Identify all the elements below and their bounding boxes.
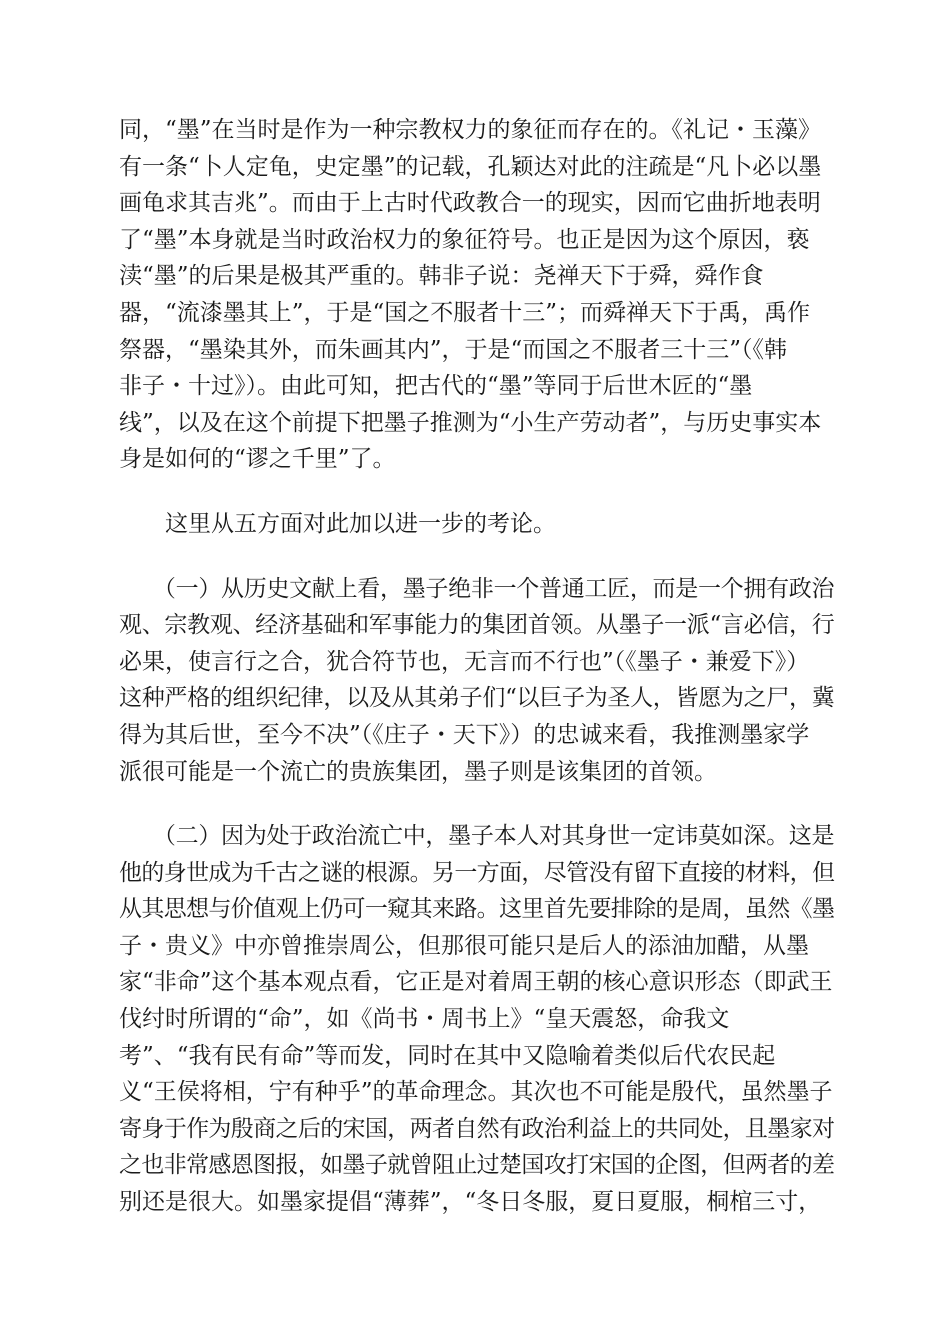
text-line: 身是如何的“谬之千里”了。 bbox=[119, 446, 396, 473]
paragraph-gap bbox=[119, 543, 835, 571]
paragraph bbox=[119, 571, 835, 791]
text-line: 派很可能是一个流亡的贵族集团，墨子则是该集团的首领。 bbox=[119, 758, 717, 785]
text-line: 这种严格的组织纪律，以及从其弟子们“以巨子为圣人，皆愿为之尸，冀 bbox=[119, 685, 835, 712]
text-line: 之也非常感恩图报，如墨子就曾阻止过楚国攻打宋国的企图，但两者的差 bbox=[119, 1152, 835, 1179]
text-line: 从其思想与价值观上仍可一窥其来路。这里首先要排除的是周，虽然《墨 bbox=[119, 896, 835, 923]
text-line: 别还是很大。如墨家提倡“薄葬”，“冬日冬服，夏日夏服，桐棺三寸， bbox=[119, 1189, 822, 1216]
paragraph bbox=[119, 506, 835, 543]
paragraph-gap bbox=[119, 790, 835, 818]
text-line: 同，“墨”在当时是作为一种宗教权力的象征而存在的。《礼记・玉藻》 bbox=[119, 117, 822, 143]
text-line: 非子・十过》）。由此可知，把古代的“墨”等同于后世木匠的“墨 bbox=[119, 373, 753, 400]
text-line: 义“王侯将相，宁有种乎”的革命理念。其次也不可能是殷代，虽然墨子 bbox=[119, 1079, 833, 1106]
text-line: 伐纣时所谓的“命”，如《尚书・周书上》“皇天震怒，命我文 bbox=[119, 1006, 730, 1033]
text-line: 子・贵义》中亦曾推崇周公，但那很可能只是后人的添油加醋，从墨 bbox=[119, 932, 809, 959]
text-line: 器，“流漆墨其上”，于是“国之不服者十三”；而舜禅天下于禹，禹作 bbox=[119, 299, 811, 326]
paragraph bbox=[119, 112, 835, 478]
text-line: （二）因为处于政治流亡中，墨子本人对其身世一定讳莫如深。这是 bbox=[119, 823, 835, 850]
text-line: 观、宗教观、经济基础和军事能力的集团首领。从墨子一派“言必信，行 bbox=[119, 612, 835, 639]
text-line: 家“非命”这个基本观点看，它正是对着周王朝的核心意识形态（即武王 bbox=[119, 969, 833, 996]
text-line: 考”、“我有民有命”等而发，同时在其中又隐喻着类似后代农民起 bbox=[119, 1042, 776, 1069]
text-line: 线”，以及在这个前提下把墨子推测为“小生产劳动者”，与历史事实本 bbox=[119, 409, 822, 436]
text-line: 了“墨”本身就是当时政治权力的象征符号。也正是因为这个原因，亵 bbox=[119, 226, 810, 253]
text-line: 他的身世成为千古之谜的根源。另一方面，尽管没有留下直接的材料，但 bbox=[119, 859, 835, 886]
text-line: 祭器，“墨染其外，而朱画其内”，于是“而国之不服者三十三”（《韩 bbox=[119, 336, 788, 363]
text-line: 寄身于作为殷商之后的宋国，两者自然有政治利益上的共同处，且墨家对 bbox=[119, 1115, 835, 1142]
paragraph bbox=[119, 818, 835, 1221]
text-line: 得为其后世，至今不决”（《庄子・天下》）的忠诚来看，我推测墨家学 bbox=[119, 721, 810, 748]
document-body bbox=[119, 112, 835, 1221]
text-line: 必果，使言行之合，犹合符节也，无言而不行也”（《墨子・兼爱下》） bbox=[119, 648, 810, 675]
text-line: （一）从历史文献上看，墨子绝非一个普通工匠，而是一个拥有政治 bbox=[119, 575, 835, 602]
text-line: 画龟求其吉兆”。而由于上古时代政教合一的现实，因而它曲折地表明 bbox=[119, 190, 821, 217]
text-line: 这里从五方面对此加以进一步的考论。 bbox=[119, 510, 556, 537]
text-line: 渎“墨”的后果是极其严重的。韩非子说：尧禅天下于舜，舜作食 bbox=[119, 263, 764, 290]
text-line: 有一条“卜人定龟，史定墨”的记载，孔颖达对此的注疏是“凡卜必以墨 bbox=[119, 153, 822, 180]
paragraph-gap bbox=[119, 478, 835, 506]
